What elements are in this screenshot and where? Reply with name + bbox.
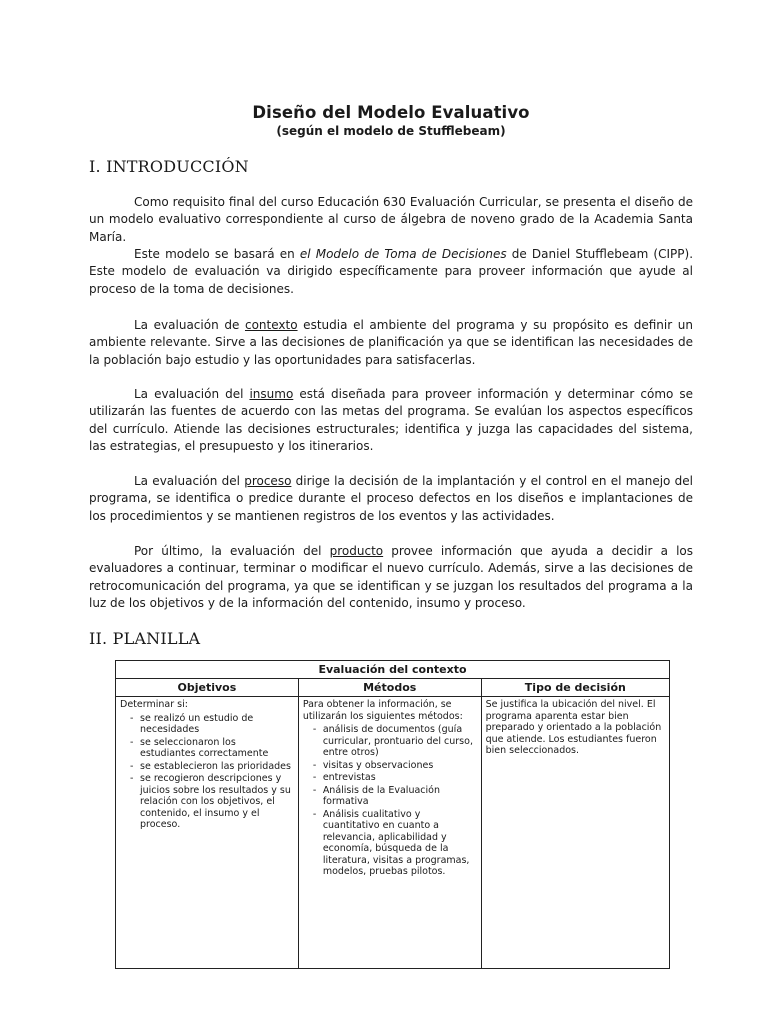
- cell-metodos: [298, 697, 481, 969]
- paragraph-6: Por último, la evaluación del producto provee información que ayuda a decidir a los evaluadores a continuar, terminar o modificar el nuevo currículo. Además, sirve a las decisiones de retrocomunicación del programa, ya que se identifican y se juzgan los resultados del programa a la luz de los objetivos y de la información del contenido, insumo y proceso.: [89, 544, 693, 610]
- paragraph-5: La evaluación del proceso dirige la decisión de la implantación y el control en el manejo del programa, se identifica o predice durante el proceso defectos en los diseños e implantaciones de los procedimientos y se mantienen registros de los eventos y las actividades.: [89, 474, 693, 523]
- document-subtitle: (según el modelo de Stufflebeam): [276, 124, 506, 138]
- paragraph-3: La evaluación de contexto estudia el ambiente del programa y su propósito es definir un ambiente relevante. Sirve a las decisiones de planificación ya que se identifican las necesidades de la población bajo estudio y las oportunidades para satisfacerlas.: [89, 318, 693, 367]
- tipo-decision-text: Se justifica la ubicación del nivel. El programa aparenta estar bien preparado y orientado a la población que atiende. Los estudiantes fueron bien seleccionados.: [485, 699, 662, 756]
- table-title: Evaluación del contexto: [116, 661, 670, 679]
- column-header-objetivos: Objetivos: [116, 679, 299, 697]
- list-item: - Análisis cualitativo y cuantitativo en cuanto a relevancia, aplicabilidad y economía, búsqueda de la literatura, visitas a programas, modelos, pruebas pilotos.: [313, 809, 477, 878]
- objetivos-list: [120, 713, 294, 831]
- section-heading-planilla: II. PLANILLA: [89, 629, 201, 648]
- metodos-intro: Para obtener la información, se utilizarán los siguientes métodos:: [302, 699, 463, 722]
- column-header-tipo-decision: Tipo de decisión: [481, 679, 669, 697]
- paragraph-1: Como requisito final del curso Educación 630 Evaluación Curricular, se presenta el diseño de un modelo evaluativo correspondiente al curso de álgebra de noveno grado de la Academia Santa María.: [89, 195, 693, 244]
- term-producto: producto: [329, 544, 384, 558]
- list-item: - se seleccionaron los estudiantes correctamente: [130, 737, 294, 760]
- metodos-list: [303, 724, 477, 878]
- objetivos-intro: Determinar si:: [120, 699, 188, 710]
- list-item: - se realizó un estudio de necesidades: [130, 713, 294, 736]
- list-item: - se establecieron las prioridades: [130, 761, 294, 773]
- term-proceso: proceso: [244, 474, 292, 488]
- cell-tipo-decision: [481, 697, 669, 969]
- cell-objetivos: [116, 697, 299, 969]
- planilla-table: [115, 660, 670, 969]
- section-heading-introduccion: I. INTRODUCCIÓN: [89, 157, 249, 176]
- list-item: - entrevistas: [313, 772, 477, 784]
- list-item: - se recogieron descripciones y juicios sobre los resultados y su relación con los objetivos, el contenido, el insumo y el proceso.: [130, 773, 294, 831]
- paragraph-4: La evaluación del insumo está diseñada para proveer información y determinar cómo se utilizarán las fuentes de acuerdo con las metas del programa. Se evalúan los aspectos específicos del currículo. Atiende las decisiones estructurales; identifica y juzga las capacidades del sistema, las estrategias, el presupuesto y los itinerarios.: [89, 387, 694, 453]
- term-insumo: insumo: [249, 387, 294, 401]
- list-item: - visitas y observaciones: [313, 760, 477, 772]
- document-title: Diseño del Modelo Evaluativo: [252, 103, 530, 122]
- list-item: - análisis de documentos (guía curricular, prontuario del curso, entre otros): [313, 724, 477, 759]
- column-header-metodos: Métodos: [298, 679, 481, 697]
- list-item: - Análisis de la Evaluación formativa: [313, 785, 477, 808]
- paragraph-2: Este modelo se basará en el Modelo de Toma de Decisiones de Daniel Stufflebeam (CIPP). Este modelo de evaluación va dirigido específicamente para proveer información que ayude al proceso de la toma de decisiones.: [89, 247, 694, 296]
- term-contexto: contexto: [244, 318, 298, 332]
